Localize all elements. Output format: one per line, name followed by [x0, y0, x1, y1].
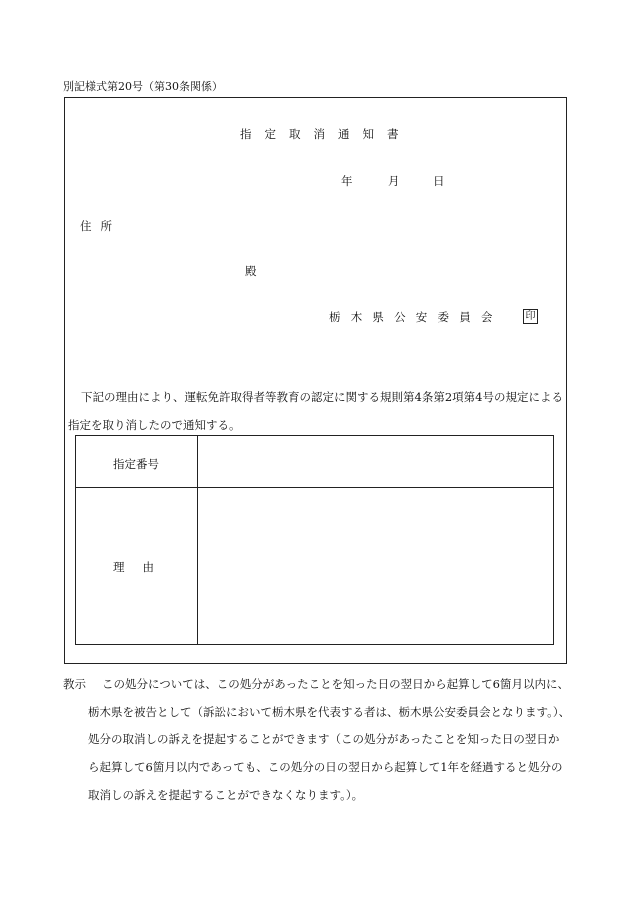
seal-mark: 印 — [523, 309, 538, 324]
form-number-label: 別記様式第20号（第30条関係） — [63, 80, 223, 93]
date-year-label: 年 — [341, 174, 353, 188]
issuer-name: 栃木県公安委員会 — [329, 310, 503, 324]
notice-line-2: 栃木県を被告として（訴訟において栃木県を代表する者は、栃木県公安委員会となります。）、 — [88, 704, 571, 719]
appeal-notice — [63, 671, 583, 810]
table-row-divider — [76, 487, 553, 488]
table-column-divider — [197, 436, 198, 644]
address-label: 住所 — [80, 219, 121, 233]
date-month-label: 月 — [388, 174, 400, 188]
notification-body — [64, 383, 567, 439]
designation-number-label: 指定番号 — [113, 457, 159, 471]
notice-heading: 教示 — [63, 677, 86, 691]
notice-line-5: 取消しの訴えを提起することができなくなります。）。 — [88, 787, 364, 802]
recipient-honorific: 殿 — [245, 264, 257, 278]
body-line-1: 下記の理由により、運転免許取得者等教育の認定に関する規則第4条第2項第4号の規定による — [81, 390, 563, 404]
reason-label: 理由 — [113, 560, 172, 574]
notice-line-1 — [63, 671, 583, 699]
notice-text-1: この処分については、この処分があったことを知った日の翌日から起算して6箇月以内に、 — [102, 677, 569, 691]
notice-line-3: 処分の取消しの訴えを提起することができます（この処分があったことを知った日の翌日か — [88, 732, 560, 747]
date-day-label: 日 — [433, 174, 445, 188]
notice-line-4: ら起算して6箇月以内であっても、この処分の日の翌日から起算して1年を経過すると処分の — [88, 760, 563, 775]
document-title: 指定取消通知書 — [240, 127, 412, 141]
body-line-2: 指定を取り消したので通知する。 — [68, 418, 241, 432]
